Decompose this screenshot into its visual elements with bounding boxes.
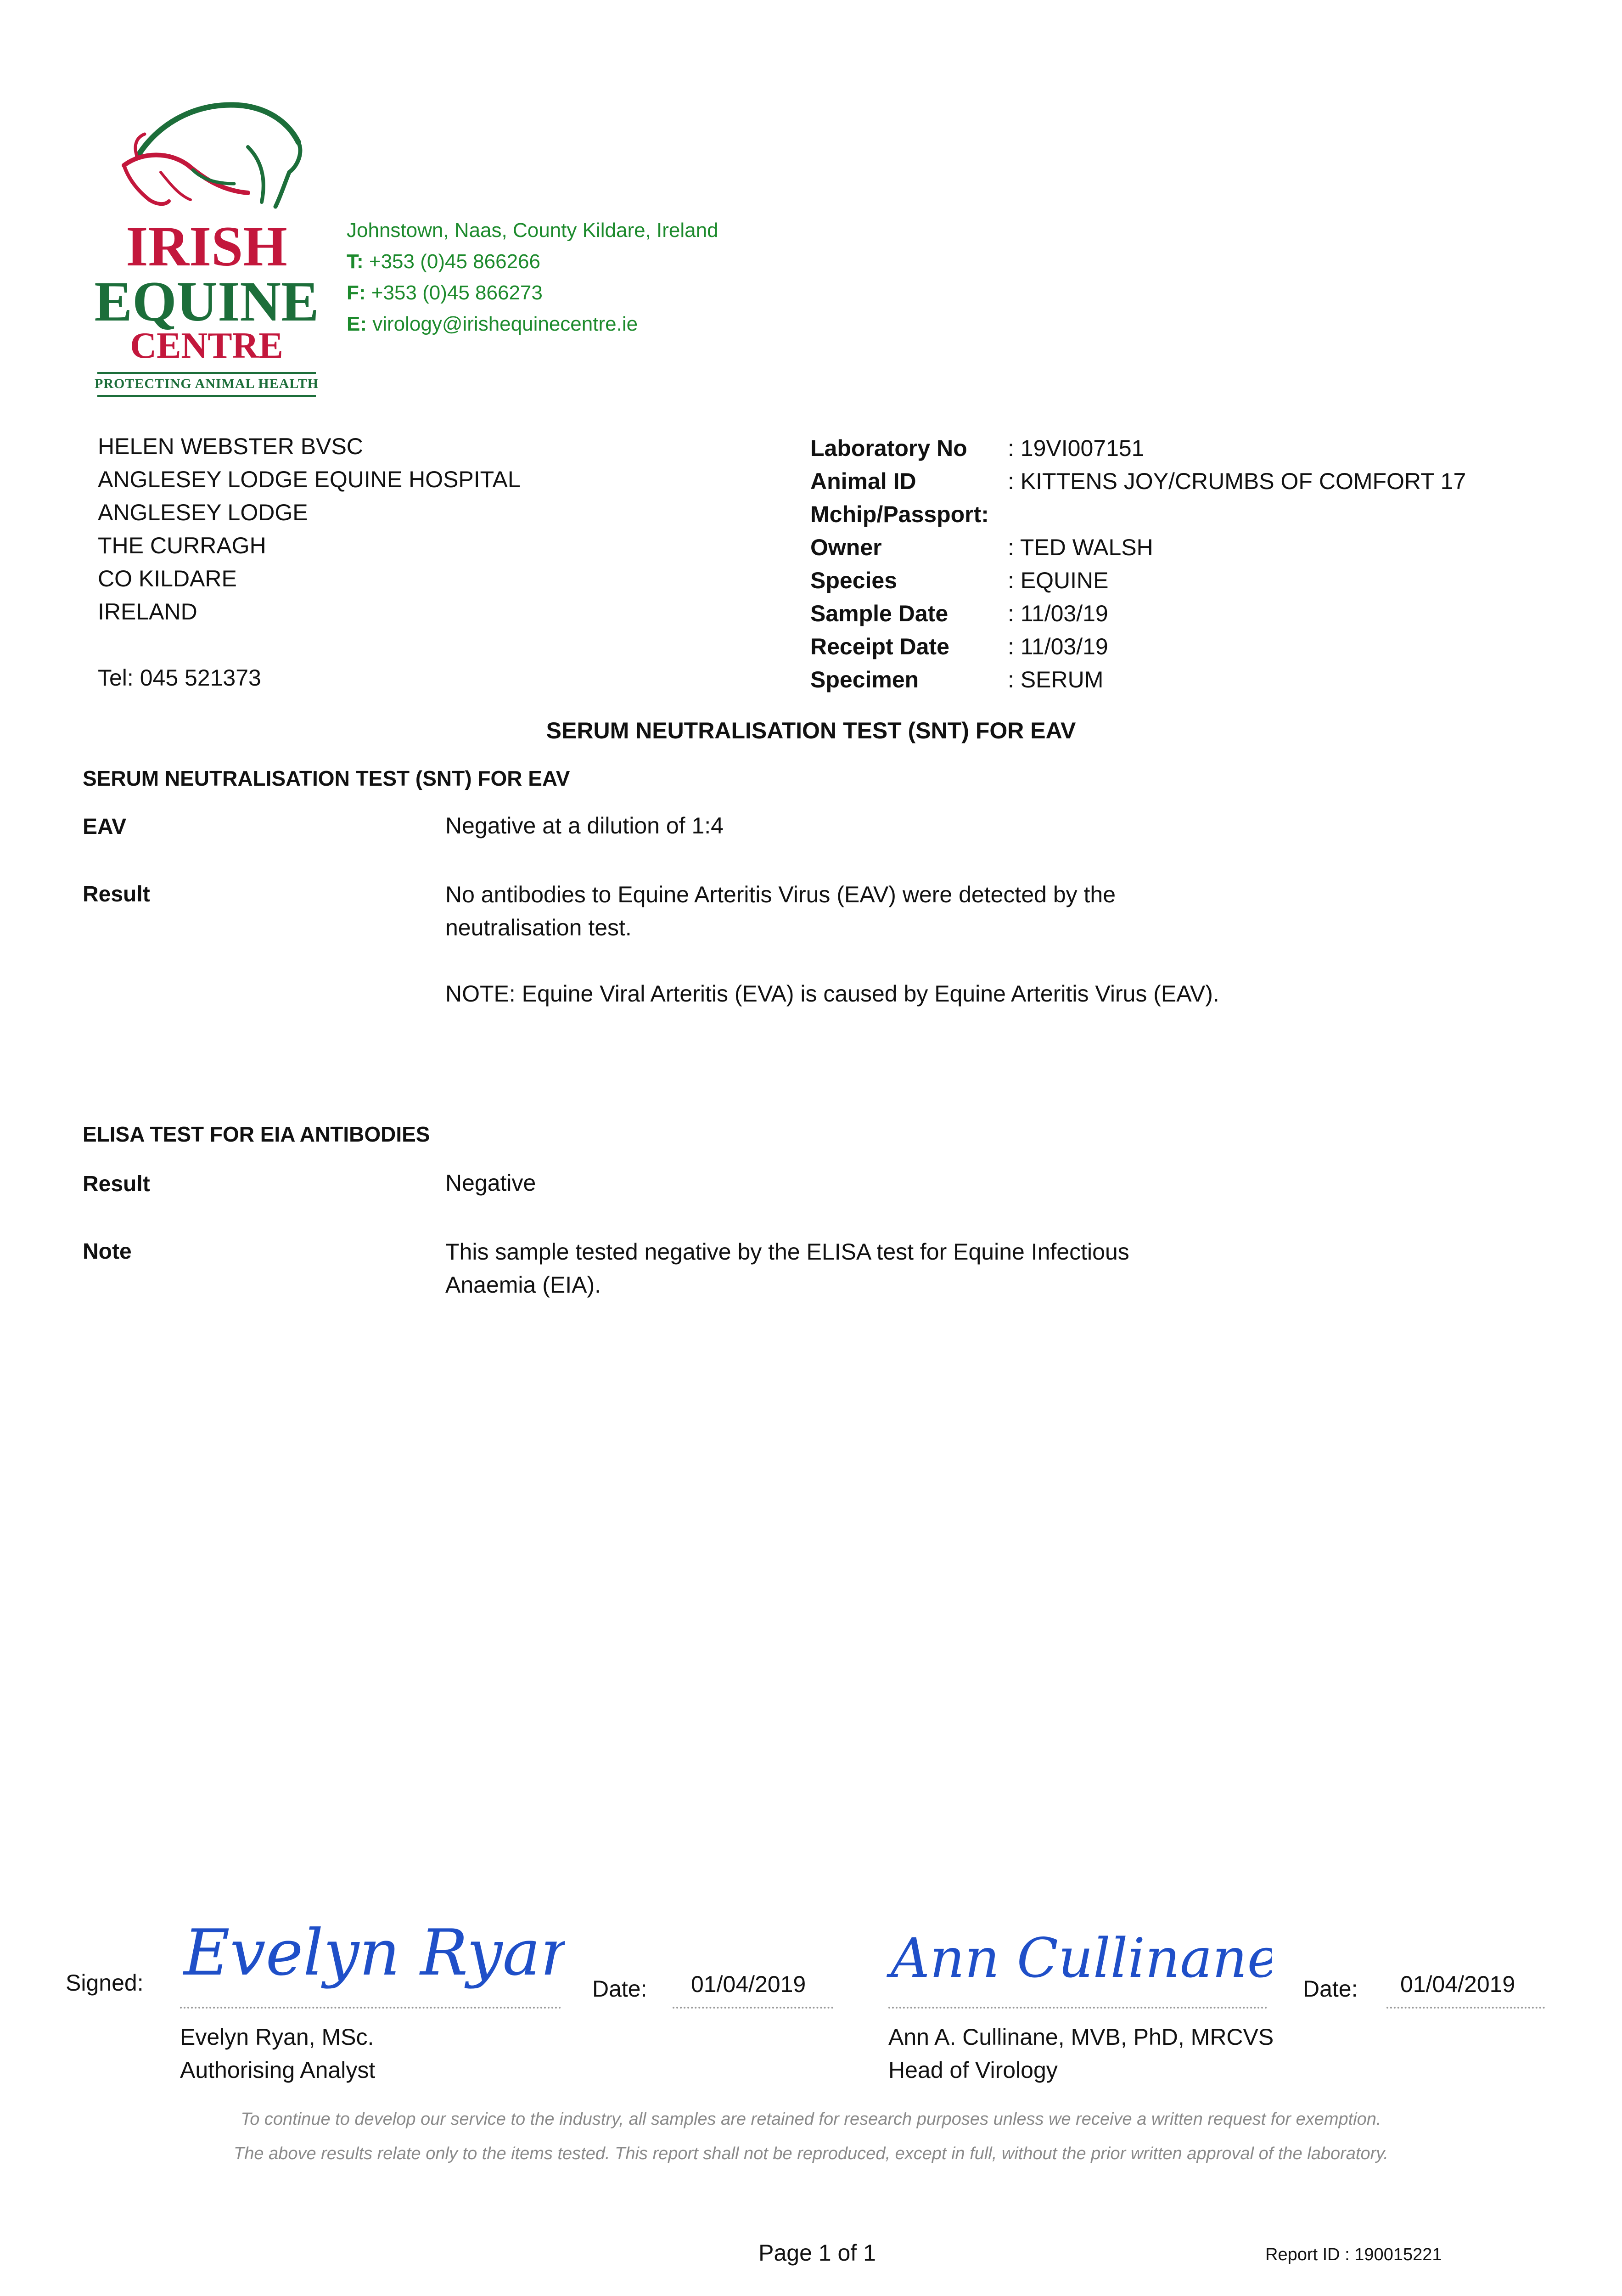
- logo-text-centre: CENTRE: [130, 326, 283, 366]
- contact-phone-value: +353 (0)45 866266: [363, 250, 540, 273]
- addressee-line: ANGLESEY LODGE EQUINE HOSPITAL: [98, 467, 521, 492]
- lab-detail-value: : 11/03/19: [1008, 634, 1108, 659]
- contact-phone-label: T:: [347, 250, 364, 273]
- contact-email: [347, 309, 638, 340]
- signature-left-text: Evelyn Ryan: [184, 1916, 565, 1990]
- signed-label: Signed:: [66, 1970, 144, 1996]
- date-label: Date:: [1303, 1976, 1358, 2002]
- contact-fax-value: +353 (0)45 866273: [365, 281, 543, 304]
- signature-left-line: [180, 2007, 561, 2009]
- result-label: Result: [83, 882, 150, 906]
- addressee-line: CO KILDARE: [98, 566, 237, 591]
- signatory-name: Evelyn Ryan, MSc.: [180, 2024, 374, 2050]
- contact-address: Johnstown, Naas, County Kildare, Ireland: [347, 219, 718, 242]
- lab-detail-label: Specimen: [810, 667, 919, 692]
- logo-tagline: PROTECTING ANIMAL HEALTH: [95, 376, 319, 391]
- horse-emblem-icon: [110, 92, 312, 216]
- logo-divider-bottom: [97, 395, 316, 397]
- date-value: 01/04/2019: [691, 1971, 806, 1997]
- footer-note: To continue to develop our service to the industry, all samples are retained for research purposes unless we receive a written request for exemption.: [241, 2110, 1381, 2129]
- lab-detail-label: Mchip/Passport:: [810, 501, 989, 527]
- date-value: 01/04/2019: [1400, 1971, 1515, 1997]
- report-id: Report ID : 190015221: [1265, 2245, 1442, 2264]
- contact-phone: [347, 246, 540, 277]
- section-title: ELISA TEST FOR EIA ANTIBODIES: [83, 1122, 430, 1146]
- lab-detail-label: Animal ID: [810, 468, 916, 494]
- result-label: EAV: [83, 815, 127, 839]
- footer-note: The above results relate only to the items tested. This report shall not be reproduced, except in full, without the prior written approval of the laboratory.: [234, 2144, 1388, 2163]
- date-left-line: [673, 2007, 833, 2009]
- signature-right-line: [888, 2007, 1267, 2009]
- signatory-name: Ann A. Cullinane, MVB, PhD, MRCVS: [888, 2024, 1274, 2050]
- addressee-line: IRELAND: [98, 599, 197, 625]
- addressee-tel: Tel: 045 521373: [98, 665, 261, 691]
- contact-fax-label: F:: [347, 281, 366, 304]
- signatory-role: Authorising Analyst: [180, 2057, 376, 2083]
- contact-fax: [347, 277, 543, 309]
- page-number: Page 1 of 1: [758, 2240, 876, 2266]
- signatory-role: Head of Virology: [888, 2057, 1058, 2083]
- lab-detail-value: : TED WALSH: [1008, 535, 1153, 560]
- result-value: This sample tested negative by the ELISA test for Equine Infectious Anaemia (EIA).: [445, 1239, 1129, 1298]
- lab-detail-value: : EQUINE: [1008, 568, 1109, 593]
- lab-detail-label: Owner: [810, 535, 882, 560]
- result-label: Note: [83, 1239, 132, 1264]
- lab-detail-label: Laboratory No: [810, 435, 967, 461]
- signature-right-text: Ann Cullinane: [891, 1926, 1272, 1990]
- lab-detail-label: Sample Date: [810, 601, 949, 626]
- lab-detail-value: : KITTENS JOY/CRUMBS OF COMFORT 17: [1008, 468, 1466, 494]
- logo-text-equine: EQUINE: [94, 270, 319, 333]
- contact-email-label: E:: [347, 313, 367, 335]
- lab-detail-value: : 11/03/19: [1008, 601, 1108, 626]
- company-logo: [92, 92, 321, 413]
- signature-right: [886, 1906, 1272, 1993]
- date-label: Date:: [592, 1976, 647, 2002]
- result-label: Result: [83, 1172, 150, 1196]
- lab-detail-label: Receipt Date: [810, 634, 949, 659]
- result-note: NOTE: Equine Viral Arteritis (EVA) is caused by Equine Arteritis Virus (EAV).: [445, 981, 1219, 1007]
- addressee-line: HELEN WEBSTER BVSC: [98, 433, 363, 459]
- result-value: Negative at a dilution of 1:4: [445, 813, 724, 838]
- logo-text-irish: IRISH: [126, 215, 287, 278]
- lab-detail-label: Species: [810, 568, 898, 593]
- result-value: Negative: [445, 1170, 536, 1196]
- date-right-line: [1386, 2007, 1545, 2009]
- addressee-line: ANGLESEY LODGE: [98, 500, 308, 525]
- result-value: No antibodies to Equine Arteritis Virus (EAV) were detected by the neutralisation test.: [445, 882, 1116, 940]
- lab-detail-value: : 19VI007151: [1008, 435, 1145, 461]
- section-title: SERUM NEUTRALISATION TEST (SNT) FOR EAV: [83, 766, 570, 790]
- logo-divider-top: [97, 372, 316, 374]
- signature-left: [179, 1906, 565, 1993]
- lab-detail-value: : SERUM: [1008, 667, 1104, 692]
- contact-email-value: virology@irishequinecentre.ie: [367, 313, 638, 335]
- report-title: SERUM NEUTRALISATION TEST (SNT) FOR EAV: [546, 718, 1076, 743]
- addressee-line: THE CURRAGH: [98, 533, 266, 558]
